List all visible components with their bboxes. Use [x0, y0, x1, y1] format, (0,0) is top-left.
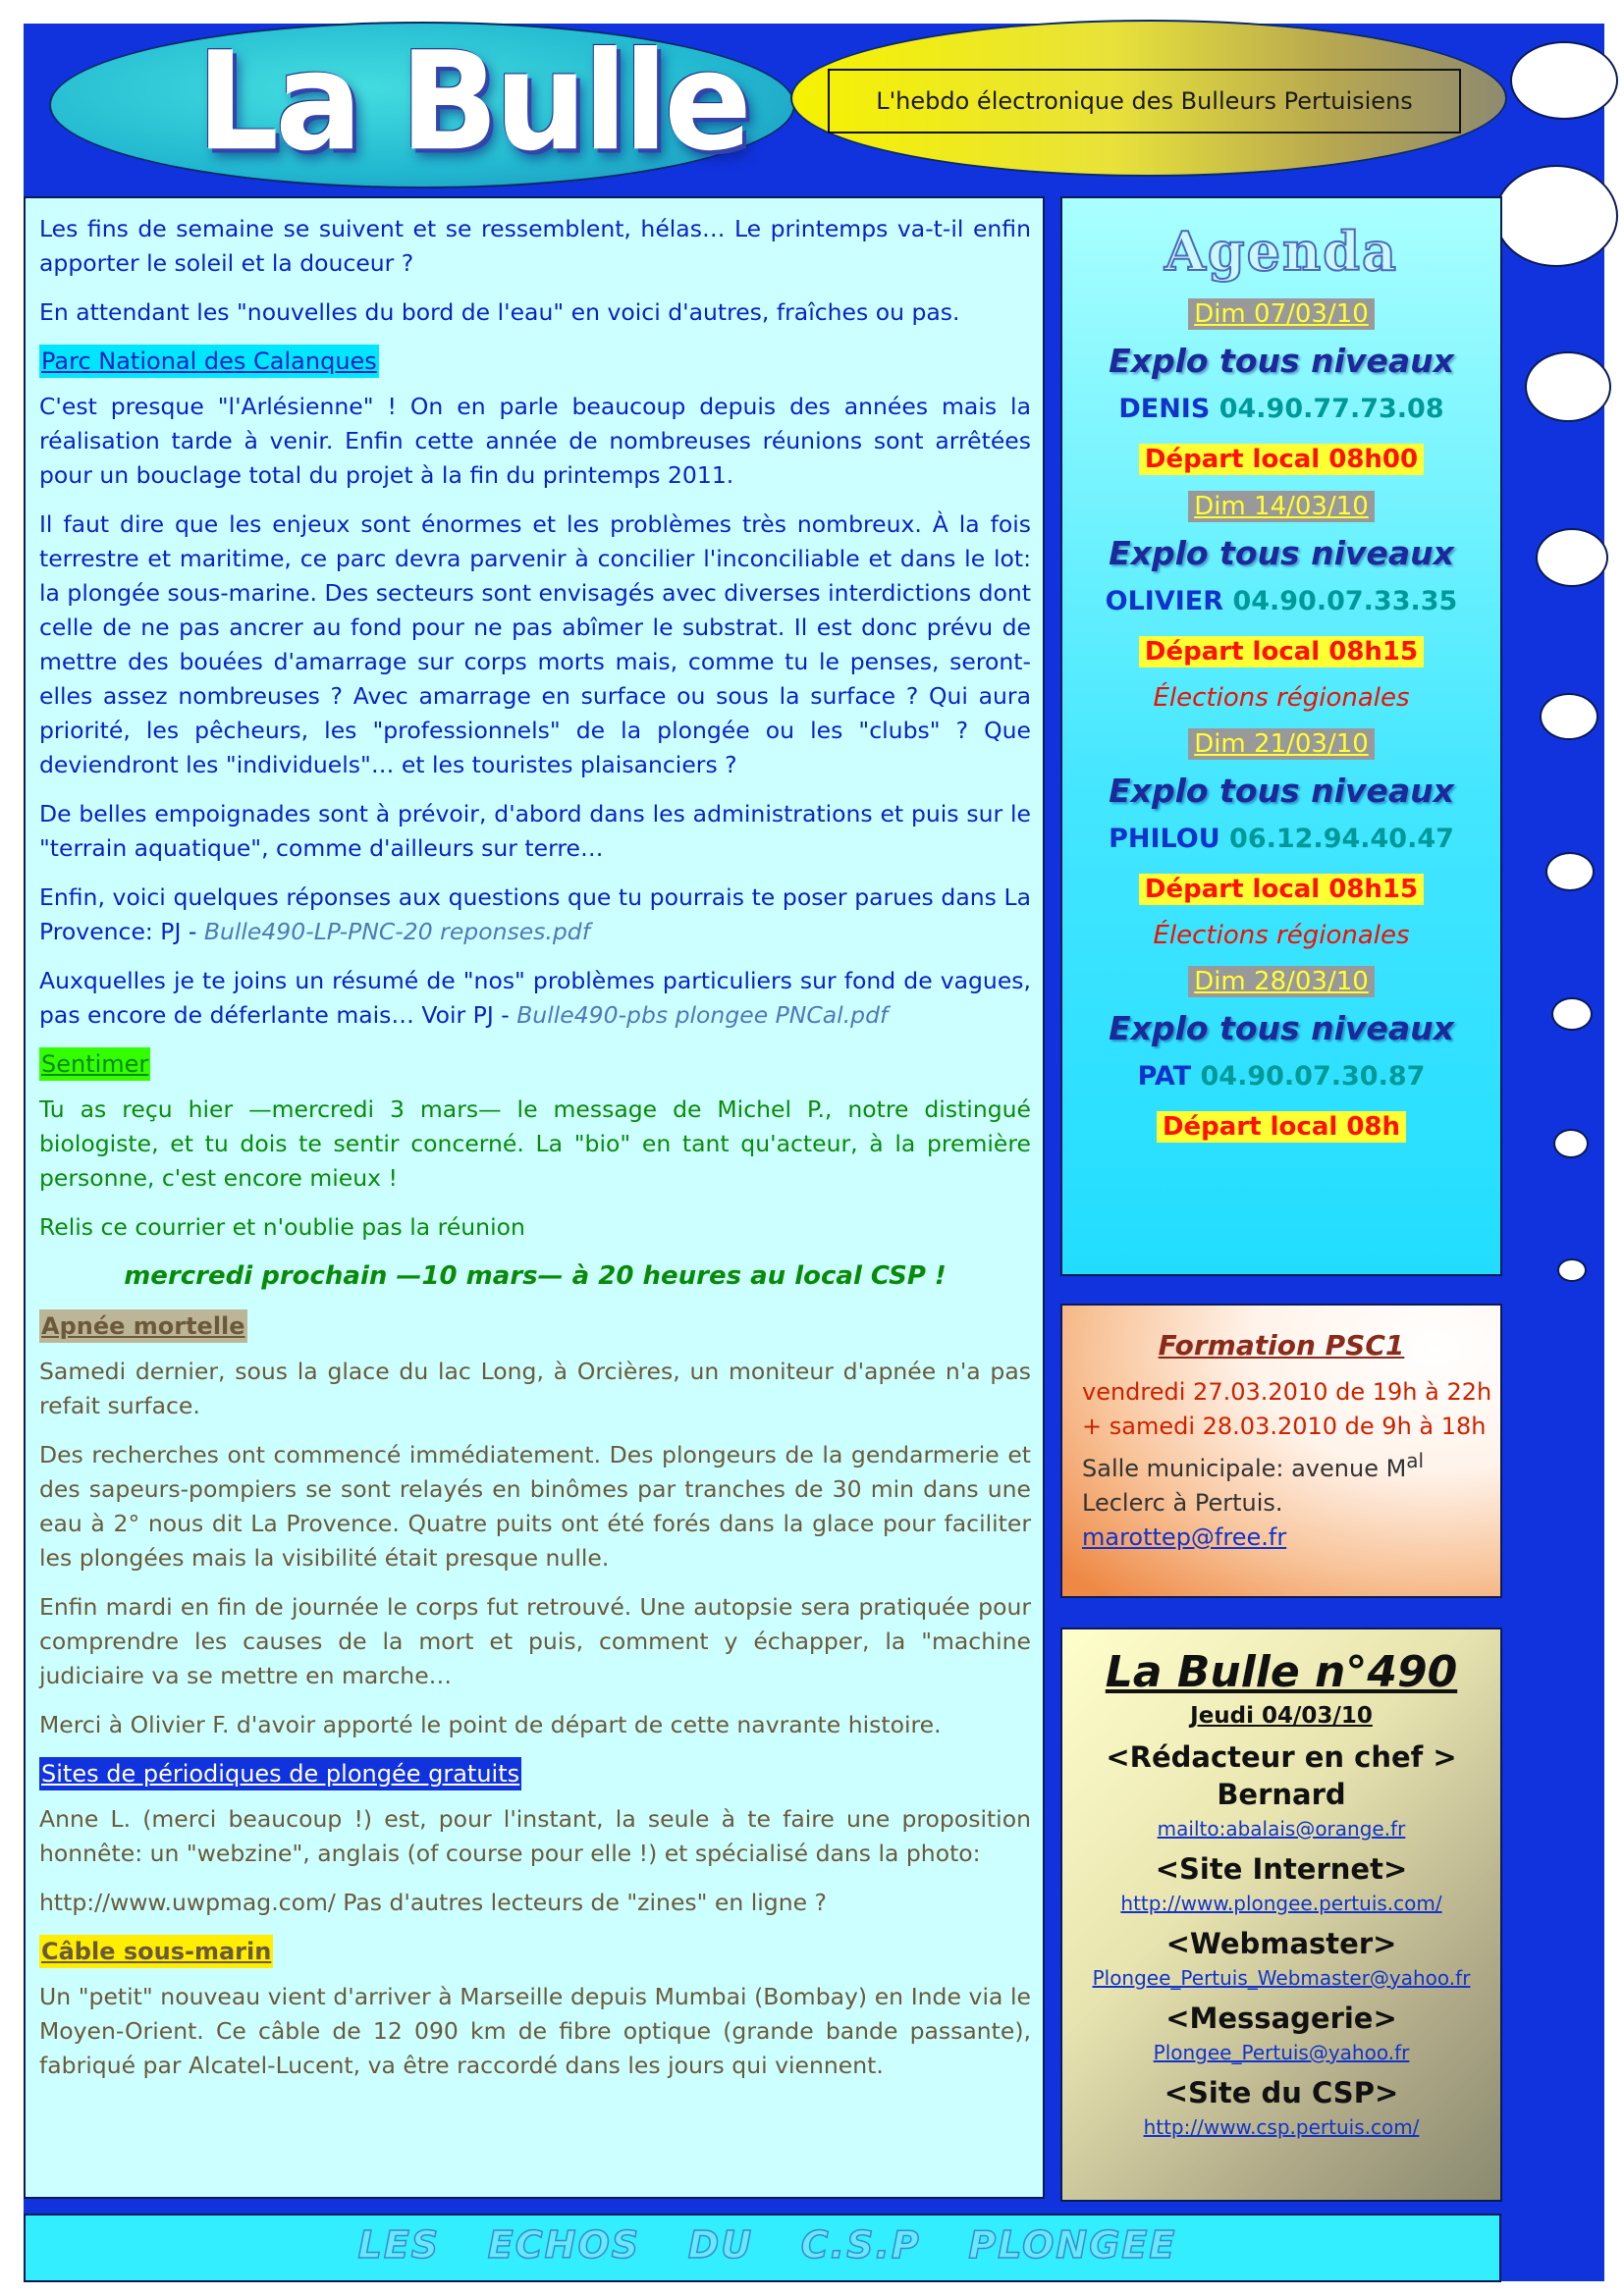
parc-paragraph-1: C'est presque "l'Arlésienne" ! On en parle beaucoup depuis des années mais la réalisation tarde à venir. Enfin cette année de nombreuses réunions sont arrêtées pour un bouclage total du projet à la fin du printemps 2011.: [39, 393, 1031, 489]
agenda-entry: [1062, 958, 1500, 1143]
formation-panel: [1060, 1304, 1502, 1598]
agenda-departure: Départ local 08h00: [1139, 444, 1424, 475]
intro-paragraph-2: En attendant les "nouvelles du bord de l'eau" en voici d'autres, fraîches ou pas.: [39, 298, 960, 326]
formation-title: Formation PSC1: [1158, 1329, 1405, 1362]
footer-word: LES: [357, 2223, 441, 2267]
agenda-contact-phone: 04.90.77.73.08: [1218, 394, 1444, 424]
editor-label: <Rédacteur en chef >: [1106, 1740, 1457, 1774]
agenda-entry: [1062, 483, 1500, 713]
meeting-announcement: mercredi prochain —10 mars— à 20 heures au local CSP !: [124, 1261, 947, 1291]
agenda-note: Élections régionales: [1153, 683, 1410, 713]
agenda-date: Dim 07/03/10: [1188, 298, 1375, 330]
parc-paragraph-4-text: Enfin, voici quelques réponses aux questions que tu pourrais te poser parues dans La Provence: PJ -: [39, 883, 1031, 945]
parc-paragraph-4: [39, 881, 1031, 949]
agenda-contact-name: OLIVIER: [1105, 586, 1224, 616]
agenda-contact: [1062, 394, 1500, 424]
footer-text: [26, 2223, 1499, 2267]
intro-paragraph-1: Les fins de semaine se suivent et se ressemblent, hélas… Le printemps va-t-il enfin apporter le soleil et la douceur ?: [39, 215, 1031, 277]
footer-banner: [24, 2214, 1501, 2282]
footer-word: DU: [687, 2223, 754, 2267]
footer-word: PLONGEE: [968, 2223, 1177, 2267]
agenda-event: Explo tous niveaux: [1109, 772, 1454, 810]
site-link[interactable]: http://www.plongee.pertuis.com/: [1120, 1892, 1442, 1915]
bubble-5: [1540, 693, 1598, 740]
editor-email-link[interactable]: mailto:abalais@orange.fr: [1157, 1817, 1406, 1841]
sentimer-paragraph-1: Tu as reçu hier —mercredi 3 mars— le message de Michel P., notre distingué biologiste, et tu dois te sentir concerné. La "bio" en tant qu'acteur, à la première personne, c'est encore mieux !: [39, 1095, 1031, 1192]
agenda-contact-phone: 04.90.07.30.87: [1200, 1061, 1426, 1092]
parc-paragraph-5: [39, 964, 1031, 1033]
agenda-contact: [1062, 824, 1500, 854]
attachment-link-pbs-plongee[interactable]: Bulle490-pbs plongee PNCal.pdf: [516, 1001, 889, 1029]
site-label: <Site Internet>: [1155, 1852, 1408, 1886]
footer-word: ECHOS: [487, 2223, 641, 2267]
agenda-panel: [1060, 196, 1502, 1276]
apnee-paragraph-4: Merci à Olivier F. d'avoir apporté le point de départ de cette navrante histoire.: [39, 1711, 942, 1738]
bubble-4: [1536, 528, 1608, 587]
formation-place-sup: al: [1406, 1449, 1425, 1472]
sentimer-paragraph-2: Relis ce courrier et n'oublie pas la réunion: [39, 1213, 525, 1241]
bubble-7: [1551, 997, 1593, 1031]
agenda-contact-name: PAT: [1137, 1061, 1192, 1092]
footer-word: C.S.P: [800, 2223, 921, 2267]
agenda-date: Dim 21/03/10: [1188, 728, 1375, 760]
apnee-paragraph-1: Samedi dernier, sous la glace du lac Long, à Orcières, un moniteur d'apnée n'a pas refait surface.: [39, 1358, 1031, 1419]
attachment-link-reponses[interactable]: Bulle490-LP-PNC-20 reponses.pdf: [203, 918, 590, 945]
apnee-paragraph-3: Enfin mardi en fin de journée le corps fut retrouvé. Une autopsie sera pratiquée pour comprendre les causes de la mort et puis, comment y échapper, la "machine judiciaire va se mettre en marche…: [39, 1593, 1031, 1689]
heading-cable-sous-marin: Câble sous-marin: [39, 1935, 273, 1968]
apnee-paragraph-2: Des recherches ont commencé immédiatement. Des plongeurs de la gendarmerie et des sapeurs-pompiers se sont relayés en binômes par tranches de 30 min dans une eau à 2° nous dit La Provence. Quatre puits ont été forés dans la glace pour faciliter les plongées mais la visibilité était presque nulle.: [39, 1441, 1031, 1572]
bubble-6: [1545, 852, 1595, 891]
editor-name: Bernard: [1217, 1778, 1346, 1811]
tagline-text: L'hebdo électronique des Bulleurs Pertuisiens: [876, 87, 1413, 115]
colophon-panel: [1060, 1628, 1502, 2202]
agenda-event: Explo tous niveaux: [1109, 534, 1454, 572]
formation-place-2: Leclerc à Pertuis.: [1082, 1489, 1283, 1517]
bubble-2: [1494, 165, 1618, 267]
parc-paragraph-3: De belles empoignades sont à prévoir, d'abord dans les administrations et puis sur le "terrain aquatique", comme d'ailleurs sur terre…: [39, 800, 1031, 862]
agenda-entry: [1062, 721, 1500, 950]
parc-paragraph-2: Il faut dire que les enjeux sont énormes et les problèmes très nombreux. À la fois terrestre et maritime, ce parc devra parvenir à concilier l'inconciliable et dans le lot: la plongée sous-marine. Des secteurs sont envisagés avec diverses interdictions dont celle de ne pas ancrer au fond pour ne pas abîmer le substrat. Il est donc prévu de mettre des bouées d'amarrage sur corps morts mais, comme tu le penses, seront-elles assez nombreuses ? Avec amarrage en surface ou sous la surface ? Qui aura priorité, les pêcheurs, les "professionnels" de la plongée ou les "clubs" ? Que deviendront les "individuels"… et les touristes plaisanciers ?: [39, 510, 1031, 778]
formation-place: [1082, 1444, 1500, 1486]
agenda-note: Élections régionales: [1153, 921, 1410, 950]
formation-email-link[interactable]: marottep@free.fr: [1082, 1523, 1287, 1551]
agenda-departure: Départ local 08h: [1157, 1111, 1406, 1143]
formation-place-text: Salle municipale: avenue M: [1082, 1455, 1407, 1482]
agenda-contact-phone: 04.90.07.33.35: [1232, 586, 1458, 616]
tagline-box: [828, 69, 1461, 133]
parc-paragraph-5-text: Auxquelles je te joins un résumé de "nos" problèmes particuliers sur fond de vagues, pas encore de déferlante mais… Voir PJ -: [39, 967, 1031, 1029]
agenda-departure: Départ local 08h15: [1139, 874, 1424, 905]
agenda-contact-name: DENIS: [1118, 394, 1211, 424]
agenda-contact: [1062, 1061, 1500, 1092]
agenda-event: Explo tous niveaux: [1109, 342, 1454, 380]
sites-paragraph-1: Anne L. (merci beaucoup !) est, pour l'instant, la seule à te faire une proposition honnête: un "webzine", anglais (of course pour elle !) et spécialisé dans la photo:: [39, 1805, 1031, 1867]
logo-title: La Bulle: [196, 23, 748, 182]
agenda-contact: [1062, 586, 1500, 616]
agenda-event: Explo tous niveaux: [1109, 1009, 1454, 1047]
agenda-title: Agenda: [1164, 220, 1399, 283]
agenda-departure: Départ local 08h15: [1139, 636, 1424, 667]
messagerie-link[interactable]: Plongee_Pertuis@yahoo.fr: [1153, 2041, 1410, 2064]
messagerie-label: <Messagerie>: [1165, 2002, 1397, 2035]
bubble-1: [1510, 41, 1618, 120]
agenda-contact-phone: 06.12.94.40.47: [1229, 824, 1454, 854]
agenda-entries: [1062, 291, 1500, 1143]
main-article: [24, 196, 1045, 2199]
heading-sentimer: Sentimer: [39, 1047, 150, 1081]
formation-line-1: vendredi 27.03.2010 de 19h à 22h: [1082, 1378, 1492, 1406]
csp-site-label: <Site du CSP>: [1164, 2076, 1399, 2109]
issue-date: Jeudi 04/03/10: [1190, 1703, 1373, 1729]
agenda-date: Dim 28/03/10: [1188, 966, 1375, 997]
bubble-3: [1525, 351, 1611, 422]
heading-parc-calanques: Parc National des Calanques: [39, 345, 379, 378]
bubble-9: [1557, 1258, 1587, 1282]
formation-line-2: + samedi 28.03.2010 de 9h à 18h: [1082, 1413, 1487, 1440]
agenda-entry: [1062, 291, 1500, 475]
heading-sites-periodiques: Sites de périodiques de plongée gratuits: [39, 1757, 521, 1790]
formation-body: [1082, 1375, 1500, 1555]
sites-paragraph-2: http://www.uwpmag.com/ Pas d'autres lecteurs de "zines" en ligne ?: [39, 1889, 828, 1916]
bubble-8: [1553, 1129, 1589, 1158]
csp-site-link[interactable]: http://www.csp.pertuis.com/: [1143, 2115, 1420, 2139]
agenda-date: Dim 14/03/10: [1188, 491, 1375, 522]
webmaster-link[interactable]: Plongee_Pertuis_Webmaster@yahoo.fr: [1092, 1966, 1471, 1990]
issue-title: La Bulle n°490: [1105, 1647, 1458, 1697]
webmaster-label: <Webmaster>: [1165, 1927, 1397, 1960]
heading-apnee-mortelle: Apnée mortelle: [39, 1309, 247, 1343]
agenda-contact-name: PHILOU: [1109, 824, 1220, 854]
cable-paragraph-1: Un "petit" nouveau vient d'arriver à Marseille depuis Mumbai (Bombay) en Inde via le Moyen-Orient. Ce câble de 12 090 km de fibre optique (grande bande passante), fabriqué par Alcatel-Lucent, va être raccordé dans les jours qui viennent.: [39, 1983, 1031, 2079]
